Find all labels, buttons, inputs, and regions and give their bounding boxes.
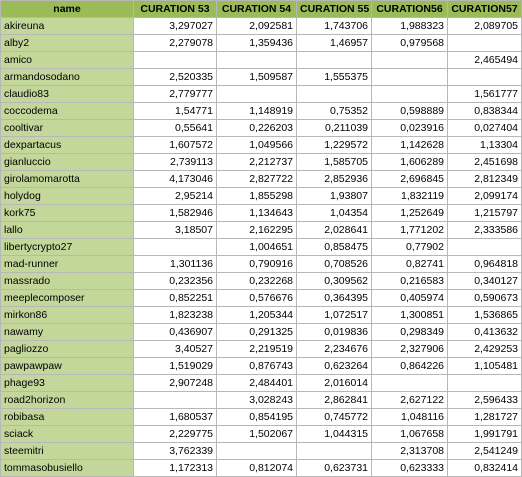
curation-53-cell[interactable]: 1,823238 <box>134 307 217 324</box>
table-row <box>1 324 522 341</box>
curation-55-cell[interactable] <box>297 443 372 460</box>
table-row <box>1 35 522 52</box>
curation-57-cell[interactable] <box>448 35 522 52</box>
name-cell[interactable]: road2horizon <box>1 392 134 409</box>
header-curation-53[interactable]: CURATION 53 <box>134 1 217 18</box>
header-name[interactable]: name <box>1 1 134 18</box>
curation-57-cell[interactable]: 0,027404 <box>448 120 522 137</box>
curation-54-cell[interactable]: 1,205344 <box>217 307 297 324</box>
curation-56-cell[interactable]: 0,623333 <box>372 460 448 477</box>
curation-53-cell[interactable]: 1,582946 <box>134 205 217 222</box>
curation-57-cell[interactable]: 1,215797 <box>448 205 522 222</box>
curation-56-cell[interactable]: 0,216583 <box>372 273 448 290</box>
name-cell[interactable]: phage93 <box>1 375 134 392</box>
curation-53-cell[interactable]: 3,297027 <box>134 18 217 35</box>
curation-57-cell[interactable]: 2,596433 <box>448 392 522 409</box>
name-cell[interactable]: dexpartacus <box>1 137 134 154</box>
curation-53-cell[interactable]: 2,779777 <box>134 86 217 103</box>
curation-57-cell[interactable]: 2,089705 <box>448 18 522 35</box>
curation-57-cell[interactable]: 1,13304 <box>448 137 522 154</box>
curation-55-cell[interactable]: 0,309562 <box>297 273 372 290</box>
table-row <box>1 375 522 392</box>
table-row <box>1 273 522 290</box>
curation-55-cell[interactable]: 1,46957 <box>297 35 372 52</box>
curation-53-cell[interactable]: 2,739113 <box>134 154 217 171</box>
curation-57-cell[interactable]: 2,333586 <box>448 222 522 239</box>
curation-53-cell[interactable]: 2,95214 <box>134 188 217 205</box>
name-cell[interactable]: lallo <box>1 222 134 239</box>
name-cell[interactable]: claudio83 <box>1 86 134 103</box>
table-row <box>1 392 522 409</box>
curation-55-cell[interactable] <box>297 86 372 103</box>
name-cell[interactable]: girolamomarotta <box>1 171 134 188</box>
curation-57-cell[interactable]: 0,964818 <box>448 256 522 273</box>
curation-57-cell[interactable] <box>448 375 522 392</box>
curation-54-cell[interactable]: 0,226203 <box>217 120 297 137</box>
curation-55-cell[interactable]: 2,862841 <box>297 392 372 409</box>
curation-57-cell[interactable] <box>448 69 522 86</box>
name-cell[interactable]: cooltivar <box>1 120 134 137</box>
curation-54-cell[interactable]: 1,855298 <box>217 188 297 205</box>
curation-56-cell[interactable]: 1,300851 <box>372 307 448 324</box>
table-row <box>1 239 522 256</box>
table-row <box>1 120 522 137</box>
curation-55-cell[interactable]: 2,028641 <box>297 222 372 239</box>
curation-54-cell[interactable]: 2,212737 <box>217 154 297 171</box>
curation-57-cell[interactable]: 0,340127 <box>448 273 522 290</box>
curation-54-cell[interactable]: 1,502067 <box>217 426 297 443</box>
curation-55-cell[interactable]: 0,75352 <box>297 103 372 120</box>
curation-56-cell[interactable]: 0,023916 <box>372 120 448 137</box>
curation-54-cell[interactable]: 1,509587 <box>217 69 297 86</box>
curation-54-cell[interactable]: 0,291325 <box>217 324 297 341</box>
name-cell[interactable]: pawpawpaw <box>1 358 134 375</box>
curation-55-cell[interactable]: 0,745772 <box>297 409 372 426</box>
name-cell[interactable]: robibasa <box>1 409 134 426</box>
curation-56-cell[interactable]: 0,864226 <box>372 358 448 375</box>
curation-53-cell[interactable]: 1,680537 <box>134 409 217 426</box>
curation-54-cell[interactable]: 0,854195 <box>217 409 297 426</box>
curation-55-cell[interactable]: 0,019836 <box>297 324 372 341</box>
table-row <box>1 52 522 69</box>
curation-53-cell[interactable] <box>134 392 217 409</box>
curation-53-cell[interactable]: 1,519029 <box>134 358 217 375</box>
table-row <box>1 290 522 307</box>
curation-56-cell[interactable] <box>372 69 448 86</box>
curation-56-cell[interactable]: 1,067658 <box>372 426 448 443</box>
curation-56-cell[interactable]: 0,82741 <box>372 256 448 273</box>
curation-56-cell[interactable]: 1,252649 <box>372 205 448 222</box>
curation-53-cell[interactable]: 2,907248 <box>134 375 217 392</box>
curation-54-cell[interactable]: 1,049566 <box>217 137 297 154</box>
curation-53-cell[interactable]: 1,172313 <box>134 460 217 477</box>
table-row <box>1 426 522 443</box>
curation-57-cell[interactable]: 0,832414 <box>448 460 522 477</box>
name-cell[interactable]: meeplecomposer <box>1 290 134 307</box>
name-cell[interactable]: kork75 <box>1 205 134 222</box>
curation-57-cell[interactable]: 2,429253 <box>448 341 522 358</box>
name-cell[interactable]: mirkon86 <box>1 307 134 324</box>
name-cell[interactable]: akireuna <box>1 18 134 35</box>
curation-55-cell[interactable]: 0,364395 <box>297 290 372 307</box>
name-cell[interactable]: tommasobusiello <box>1 460 134 477</box>
curation-54-cell[interactable]: 1,148919 <box>217 103 297 120</box>
table-row <box>1 69 522 86</box>
curation-56-cell[interactable] <box>372 52 448 69</box>
curation-57-cell[interactable]: 2,451698 <box>448 154 522 171</box>
name-cell[interactable]: libertycrypto27 <box>1 239 134 256</box>
curation-57-cell[interactable]: 2,099174 <box>448 188 522 205</box>
curation-57-cell[interactable]: 1,561777 <box>448 86 522 103</box>
curation-53-cell[interactable]: 0,436907 <box>134 324 217 341</box>
header-curation-54[interactable]: CURATION 54 <box>217 1 297 18</box>
name-cell[interactable]: coccodema <box>1 103 134 120</box>
curation-54-cell[interactable]: 2,827722 <box>217 171 297 188</box>
curation-55-cell[interactable]: 1,072517 <box>297 307 372 324</box>
curation-56-cell[interactable]: 1,048116 <box>372 409 448 426</box>
curation-57-cell[interactable]: 1,281727 <box>448 409 522 426</box>
curation-55-cell[interactable]: 1,585705 <box>297 154 372 171</box>
header-curation-56[interactable]: CURATION56 <box>372 1 448 18</box>
curation-53-cell[interactable]: 2,229775 <box>134 426 217 443</box>
curation-53-cell[interactable]: 2,520335 <box>134 69 217 86</box>
curation-53-cell[interactable]: 3,40527 <box>134 341 217 358</box>
curation-56-cell[interactable]: 1,606289 <box>372 154 448 171</box>
table-row <box>1 460 522 477</box>
name-cell[interactable]: massrado <box>1 273 134 290</box>
curation-57-cell[interactable]: 2,812349 <box>448 171 522 188</box>
name-cell[interactable]: holydog <box>1 188 134 205</box>
curation-54-cell[interactable]: 3,028243 <box>217 392 297 409</box>
curation-56-cell[interactable]: 0,298349 <box>372 324 448 341</box>
curation-54-cell[interactable]: 2,162295 <box>217 222 297 239</box>
curation-55-cell[interactable]: 0,708526 <box>297 256 372 273</box>
name-cell[interactable]: pagliozzo <box>1 341 134 358</box>
header-curation-57[interactable]: CURATION57 <box>448 1 522 18</box>
curation-57-cell[interactable]: 0,413632 <box>448 324 522 341</box>
curation-54-cell[interactable]: 0,812074 <box>217 460 297 477</box>
header-curation-55[interactable]: CURATION 55 <box>297 1 372 18</box>
table-row <box>1 18 522 35</box>
curation-57-cell[interactable] <box>448 239 522 256</box>
curation-56-cell[interactable]: 2,313708 <box>372 443 448 460</box>
curation-54-cell[interactable]: 0,876743 <box>217 358 297 375</box>
curation-55-cell[interactable]: 0,858475 <box>297 239 372 256</box>
curation-54-cell[interactable] <box>217 86 297 103</box>
curation-56-cell[interactable]: 0,979568 <box>372 35 448 52</box>
table-row <box>1 86 522 103</box>
curation-54-cell[interactable]: 2,484401 <box>217 375 297 392</box>
header-row <box>1 1 522 18</box>
curation-53-cell[interactable]: 3,762339 <box>134 443 217 460</box>
curation-56-cell[interactable]: 2,327906 <box>372 341 448 358</box>
curation-55-cell[interactable] <box>297 52 372 69</box>
table-row <box>1 307 522 324</box>
curation-56-cell[interactable]: 1,771202 <box>372 222 448 239</box>
curation-57-cell[interactable]: 1,991791 <box>448 426 522 443</box>
curation-54-cell[interactable]: 0,790916 <box>217 256 297 273</box>
curation-53-cell[interactable]: 1,607572 <box>134 137 217 154</box>
curation-54-cell[interactable]: 1,004651 <box>217 239 297 256</box>
curation-57-cell[interactable]: 0,838344 <box>448 103 522 120</box>
curation-53-cell[interactable] <box>134 239 217 256</box>
table-row <box>1 409 522 426</box>
curation-53-cell[interactable]: 0,852251 <box>134 290 217 307</box>
curation-57-cell[interactable]: 0,590673 <box>448 290 522 307</box>
curation-54-cell[interactable] <box>217 443 297 460</box>
curation-55-cell[interactable]: 2,234676 <box>297 341 372 358</box>
curation-53-cell[interactable] <box>134 52 217 69</box>
curation-57-cell[interactable]: 2,465494 <box>448 52 522 69</box>
table-row <box>1 443 522 460</box>
curation-54-cell[interactable]: 1,134643 <box>217 205 297 222</box>
curation-56-cell[interactable] <box>372 86 448 103</box>
table-row <box>1 358 522 375</box>
table-row <box>1 205 522 222</box>
curation-56-cell[interactable]: 1,142628 <box>372 137 448 154</box>
curation-54-cell[interactable]: 2,219519 <box>217 341 297 358</box>
curation-55-cell[interactable]: 1,229572 <box>297 137 372 154</box>
curation-54-cell[interactable]: 1,359436 <box>217 35 297 52</box>
name-cell[interactable]: sciack <box>1 426 134 443</box>
curation-55-cell[interactable]: 0,623264 <box>297 358 372 375</box>
curation-53-cell[interactable]: 0,55641 <box>134 120 217 137</box>
curation-54-cell[interactable]: 2,092581 <box>217 18 297 35</box>
curation-55-cell[interactable]: 1,93807 <box>297 188 372 205</box>
curation-56-cell[interactable]: 1,988323 <box>372 18 448 35</box>
name-cell[interactable]: steemitri <box>1 443 134 460</box>
curation-56-cell[interactable]: 0,77902 <box>372 239 448 256</box>
curation-57-cell[interactable]: 1,536865 <box>448 307 522 324</box>
curation-53-cell[interactable]: 1,54771 <box>134 103 217 120</box>
curation-57-cell[interactable]: 1,105481 <box>448 358 522 375</box>
name-cell[interactable]: nawamy <box>1 324 134 341</box>
curation-56-cell[interactable] <box>372 375 448 392</box>
table-row <box>1 188 522 205</box>
table-row <box>1 154 522 171</box>
name-cell[interactable]: gianluccio <box>1 154 134 171</box>
name-cell[interactable]: armandosodano <box>1 69 134 86</box>
curation-55-cell[interactable]: 1,743706 <box>297 18 372 35</box>
table-row <box>1 341 522 358</box>
name-cell[interactable]: amico <box>1 52 134 69</box>
curation-56-cell[interactable]: 1,832119 <box>372 188 448 205</box>
curation-53-cell[interactable]: 3,18507 <box>134 222 217 239</box>
curation-53-cell[interactable]: 0,232356 <box>134 273 217 290</box>
curation-56-cell[interactable]: 2,627122 <box>372 392 448 409</box>
curation-55-cell[interactable]: 0,623731 <box>297 460 372 477</box>
curation-55-cell[interactable]: 1,04354 <box>297 205 372 222</box>
curation-54-cell[interactable] <box>217 52 297 69</box>
table-row <box>1 222 522 239</box>
table-row <box>1 256 522 273</box>
table-row <box>1 103 522 120</box>
name-cell[interactable]: mad-runner <box>1 256 134 273</box>
curation-56-cell[interactable]: 2,696845 <box>372 171 448 188</box>
curation-55-cell[interactable]: 2,852936 <box>297 171 372 188</box>
curation-56-cell[interactable]: 0,598889 <box>372 103 448 120</box>
table-row <box>1 171 522 188</box>
curation-54-cell[interactable]: 0,576676 <box>217 290 297 307</box>
curation-55-cell[interactable]: 0,211039 <box>297 120 372 137</box>
curation-53-cell[interactable]: 4,173046 <box>134 171 217 188</box>
curation-55-cell[interactable]: 2,016014 <box>297 375 372 392</box>
table-row <box>1 137 522 154</box>
curation-55-cell[interactable]: 1,044315 <box>297 426 372 443</box>
curation-55-cell[interactable]: 1,555375 <box>297 69 372 86</box>
curation-57-cell[interactable]: 2,541249 <box>448 443 522 460</box>
curation-54-cell[interactable]: 0,232268 <box>217 273 297 290</box>
name-cell[interactable]: alby2 <box>1 35 134 52</box>
curation-53-cell[interactable]: 2,279078 <box>134 35 217 52</box>
curation-56-cell[interactable]: 0,405974 <box>372 290 448 307</box>
curation-53-cell[interactable]: 1,301136 <box>134 256 217 273</box>
